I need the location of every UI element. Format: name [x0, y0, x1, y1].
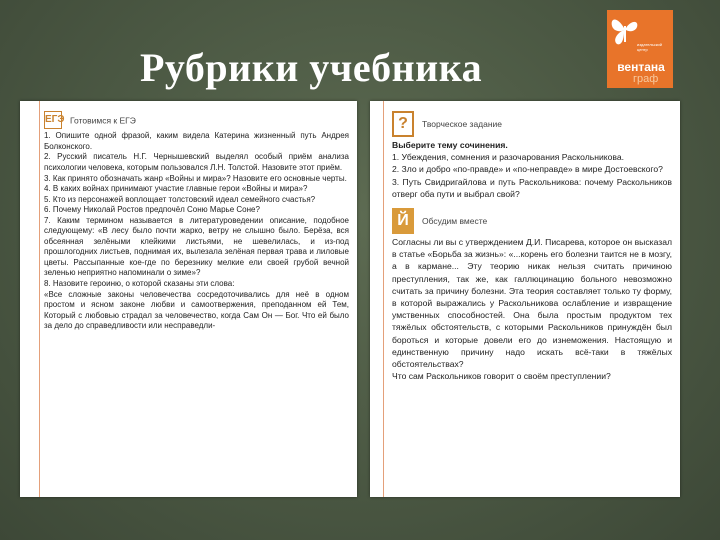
section-header-creative [392, 111, 672, 137]
publisher-logo [607, 10, 673, 88]
slide-title: Рубрики учебника [140, 45, 483, 90]
right-page-content [392, 109, 672, 497]
question-item: 5. Кто из персонажей воплощает толстовский идеал семейного счастья? [44, 194, 316, 204]
question-item: 3. Как принято обозначать жанр «Войны и мира»? Назовите его основные черты. [44, 173, 347, 183]
publisher-brand-sub: граф [633, 73, 659, 85]
section-title: Готовимся к ЕГЭ [70, 115, 136, 126]
discussion-text: Согласны ли вы с утверждением Д.И. Писарева, которое он высказал в статье «Борьба за жизнь»: «...корень его болезни таится не в мозгу, а в кармане... Эту теорию никак нельзя считать причиною преступления, так же, как галлюцинацию больного невозможно считать за причину болезни. Эта теория составляет только ту форму, в которой выражались у Раскольникова ослабление и извращение умственных способностей. Она была простым продуктом тех тяжёлых обстоятельств, с которыми Раскольников принуждён был бороться и которые довели его до изнеможения. Настоящую и единственную причину надо искать всё-таки в тяжёлых обстоятельствах? [392, 237, 672, 370]
question-item: 8. Назовите героиню, о которой сказаны эти слова: [44, 278, 235, 288]
question-item: 7. Каким термином называется в литературоведении описание, подобное следующему: «В лесу было почти жарко, ветру не слышно было. Берёза, вся обсеянная зелёными клейкими листьями, не шевелилась, и из-под прошлогодних листьев, поднимая их, вылезала зелёная первая трава и лиловые цветы. Рассыпанные кое-где по березнику мелкие ели своей грубой вечной зеленью неприятно напоминали о зиме»? [44, 215, 349, 278]
question-mark-icon: ? [392, 111, 414, 137]
right-textbook-page [370, 101, 680, 497]
question-item: 1. Опишите одной фразой, каким видела Катерина жизненный путь Андрея Болконского. [44, 131, 349, 151]
left-page-content [44, 109, 349, 497]
question-item: 2. Русский писатель Н.Г. Чернышевский выделял особый приём анализа психологии человека, которым пользовался Л.Н. Толстой. Назовите этот приём. [44, 152, 349, 172]
topic-item: 3. Путь Свидригайлова и путь Раскольникова: почему Раскольников отверг оба пути и выбрал свой? [392, 176, 672, 199]
left-textbook-page [20, 101, 357, 497]
page-margin-line [39, 101, 40, 497]
question-item: 4. В каких войнах принимают участие главные герои «Войны и мира»? [44, 184, 308, 194]
exam-icon: ЕГЭ [44, 111, 62, 129]
publisher-brand: вентана [617, 60, 665, 74]
publisher-small-text: издательский центр [637, 42, 662, 52]
question-item: 6. Почему Николай Ростов предпочёл Соню Марье Соне? [44, 205, 260, 215]
discussion-question: Что сам Раскольников говорит о своём преступлении? [392, 371, 611, 382]
page-margin-line [383, 101, 384, 497]
topic-item: 2. Зло и добро «по-правде» и «по-неправде» в мире Достоевского? [392, 164, 663, 175]
section-title: Творческое задание [422, 119, 503, 129]
discussion-icon: Й [392, 208, 414, 234]
topic-item: 1. Убеждения, сомнения и разочарования Раскольникова. [392, 152, 625, 163]
quote-text: «Все сложные законы человечества сосредоточивались для неё в одном простом и ясном законе любви и самоотвержения, преподанном ей Тем, Который с любовью страдал за человечество, когда Сам Он — Бог. Что ей было за дело до справедливости или несправедли- [44, 289, 349, 331]
section-header-discuss [392, 208, 672, 234]
section-title: Обсудим вместе [422, 216, 488, 227]
task-prompt: Выберите тему сочинения. [392, 140, 508, 150]
section-header-ege [44, 111, 349, 129]
